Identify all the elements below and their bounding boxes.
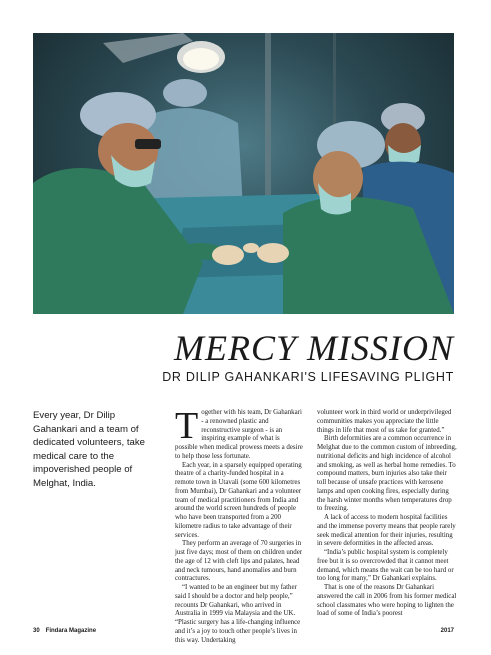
paragraph: volunteer work in third world or underprivileged communities makes you appreciate the little things in life that most of us take for granted.” (317, 409, 452, 434)
hero-photo (33, 33, 454, 314)
paragraph: They perform an average of 70 surgeries in just five days; most of them on children under the age of 12 with cleft lips and palates, head and neck tumours, hand anomalies and burn contractures. (175, 540, 303, 583)
article-column-1 (175, 405, 303, 645)
footer-year: 2017 (440, 628, 454, 634)
paragraph: ogether with his team, Dr Gahankari - a renowned plastic and reconstructive surgeon - is an inspiring example of what is possible when medical prowess meets a desire to help those less fortunate. (175, 409, 303, 460)
paragraph: “India’s public hospital system is completely free but it is so overcrowded that it cannot meet demand, which means the wait can be too hard or too long for many,” Dr Gahankari explains. (317, 549, 454, 583)
magazine-name: Findara Magazine (45, 628, 97, 634)
background-surgeon-cap (163, 79, 207, 107)
article-standfirst: Every year, Dr Dilip Gahankari and a team of dedicated volunteers, take medical care to the impoverished people of Melghat, India. (33, 410, 146, 489)
paragraph: “I wanted to be an engineer but my father said I should be a doctor and help people,” recounts Dr Gahankari, who arrived in Australia in 1999 via Malaysia and the UK. “Plastic surgery has a life-changing influence and it’s a joy to touch other people’s lives in this way. Undertaking (175, 584, 301, 644)
page-number: 30 (33, 628, 40, 634)
paragraph: Each year, in a sparsely equipped operating theatre of a charity-funded hospital in a remote town in Utavali (some 600 kilometres from Mumbai), Dr Gahankari and a volunteer team of medical practitioners from India and around the world screen hundreds of people who have been transported from a 200 kilometre radius to take advantage of their services. (175, 461, 302, 539)
right-surgeon-glove (257, 243, 289, 263)
paragraph: That is one of the reasons Dr Gahankari answered the call in 2006 from his former medical school classmates who were hoping to lighten the load of some of India’s poorest (317, 584, 457, 618)
article-column-2 (317, 409, 457, 619)
surgical-lamp-light (183, 48, 219, 70)
article-headline: MERCY MISSION (174, 328, 454, 368)
paragraph: Birth deformities are a common occurrence in Melghat due to the common custom of inbreeding, nutritional deficits and high incidence of alcohol and smoking, as well as herbal home remedies. To compound matters, burn injuries also take their toll because of unsafe practices with kerosene lamps and open cooking fires, especially during the harsh winter months when temperatures drop to freezing. (317, 435, 457, 513)
article-subhead: DR DILIP GAHANKARI'S LIFESAVING PLIGHT (162, 370, 454, 384)
paragraph: A lack of access to modern hospital facilities and the immense poverty means that people rarely seek medical attention for their injuries, resulting in severe deformities in the affected areas. (317, 514, 456, 548)
surgical-loupes (135, 139, 161, 149)
iv-pole (265, 33, 271, 203)
footer-left (33, 628, 102, 634)
hand-detail (243, 243, 259, 253)
surgery-photo-illustration (33, 33, 454, 314)
left-surgeon-glove (212, 245, 244, 265)
drop-cap: T (175, 405, 199, 447)
